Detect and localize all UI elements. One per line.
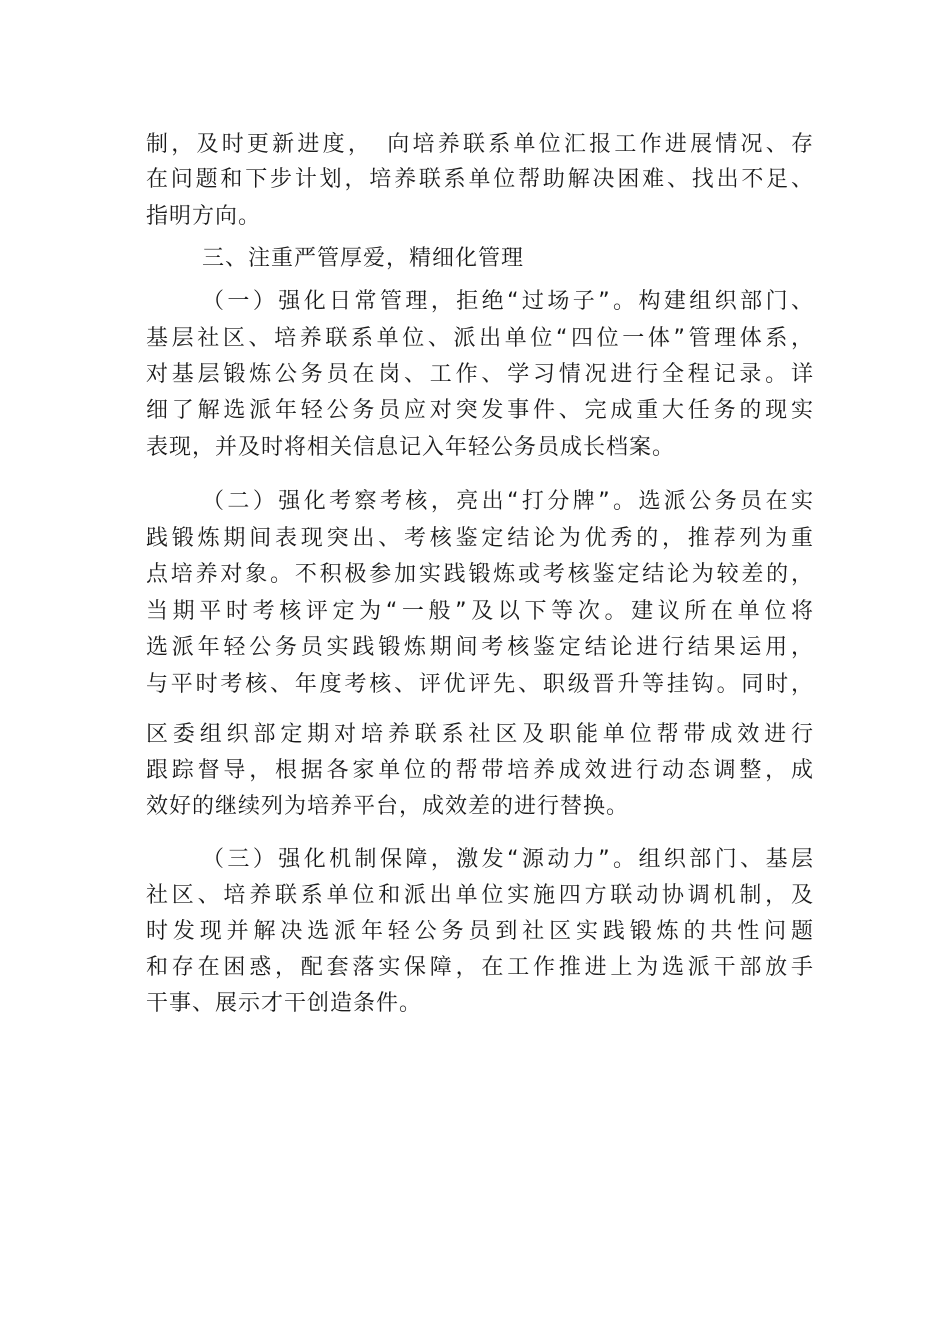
text-line: 点培养对象。不积极参加实践锻炼或考核鉴定结论为较差的，	[146, 562, 814, 587]
text-line: 与平时考核、年度考核、评优评先、职级晋升等挂钩。同时，	[146, 672, 814, 697]
text-line: 表现，并及时将相关信息记入年轻公务员成长档案。	[146, 435, 676, 460]
text-line: 区委组织部定期对培养联系社区及职能单位帮带成效进行	[146, 722, 814, 747]
text-line: 在问题和下步计划，培养联系单位帮助解决困难、找出不足、	[146, 167, 814, 192]
paragraph-first-line: （一）强化日常管理，拒绝“过场子”。构建组织部门、	[202, 289, 814, 314]
text-line: 对基层锻炼公务员在岗、工作、学习情况进行全程记录。详	[146, 362, 814, 387]
text-line: 时发现并解决选派年轻公务员到社区实践锻炼的共性问题	[146, 919, 814, 944]
text-line: 社区、培养联系单位和派出单位实施四方联动协调机制，及	[146, 883, 814, 908]
section-heading: 三、注重严管厚爱，精细化管理	[202, 246, 525, 271]
text-line: 干事、展示才干创造条件。	[146, 991, 423, 1016]
text-line: 选派年轻公务员实践锻炼期间考核鉴定结论进行结果运用，	[146, 635, 814, 660]
text-line: 跟踪督导，根据各家单位的帮带培养成效进行动态调整，成	[146, 758, 814, 783]
text-line: 指明方向。	[146, 204, 262, 229]
text-line: 制，及时更新进度， 向培养联系单位汇报工作进展情况、存	[146, 132, 814, 157]
text-line: 基层社区、培养联系单位、派出单位“四位一体”管理体系，	[146, 326, 814, 351]
paragraph-first-line: （二）强化考察考核，亮出“打分牌”。选派公务员在实	[202, 489, 814, 514]
text-line: 效好的继续列为培养平台，成效差的进行替换。	[146, 794, 630, 819]
text-line: 和存在困惑，配套落实保障，在工作推进上为选派干部放手	[146, 955, 814, 980]
text-line: 践锻炼期间表现突出、考核鉴定结论为优秀的，推荐列为重	[146, 526, 814, 551]
text-line: 细了解选派年轻公务员应对突发事件、完成重大任务的现实	[146, 398, 814, 423]
text-line: 当期平时考核评定为“一般”及以下等次。建议所在单位将	[146, 599, 814, 624]
paragraph-first-line: （三）强化机制保障，激发“源动力”。组织部门、基层	[202, 847, 814, 872]
